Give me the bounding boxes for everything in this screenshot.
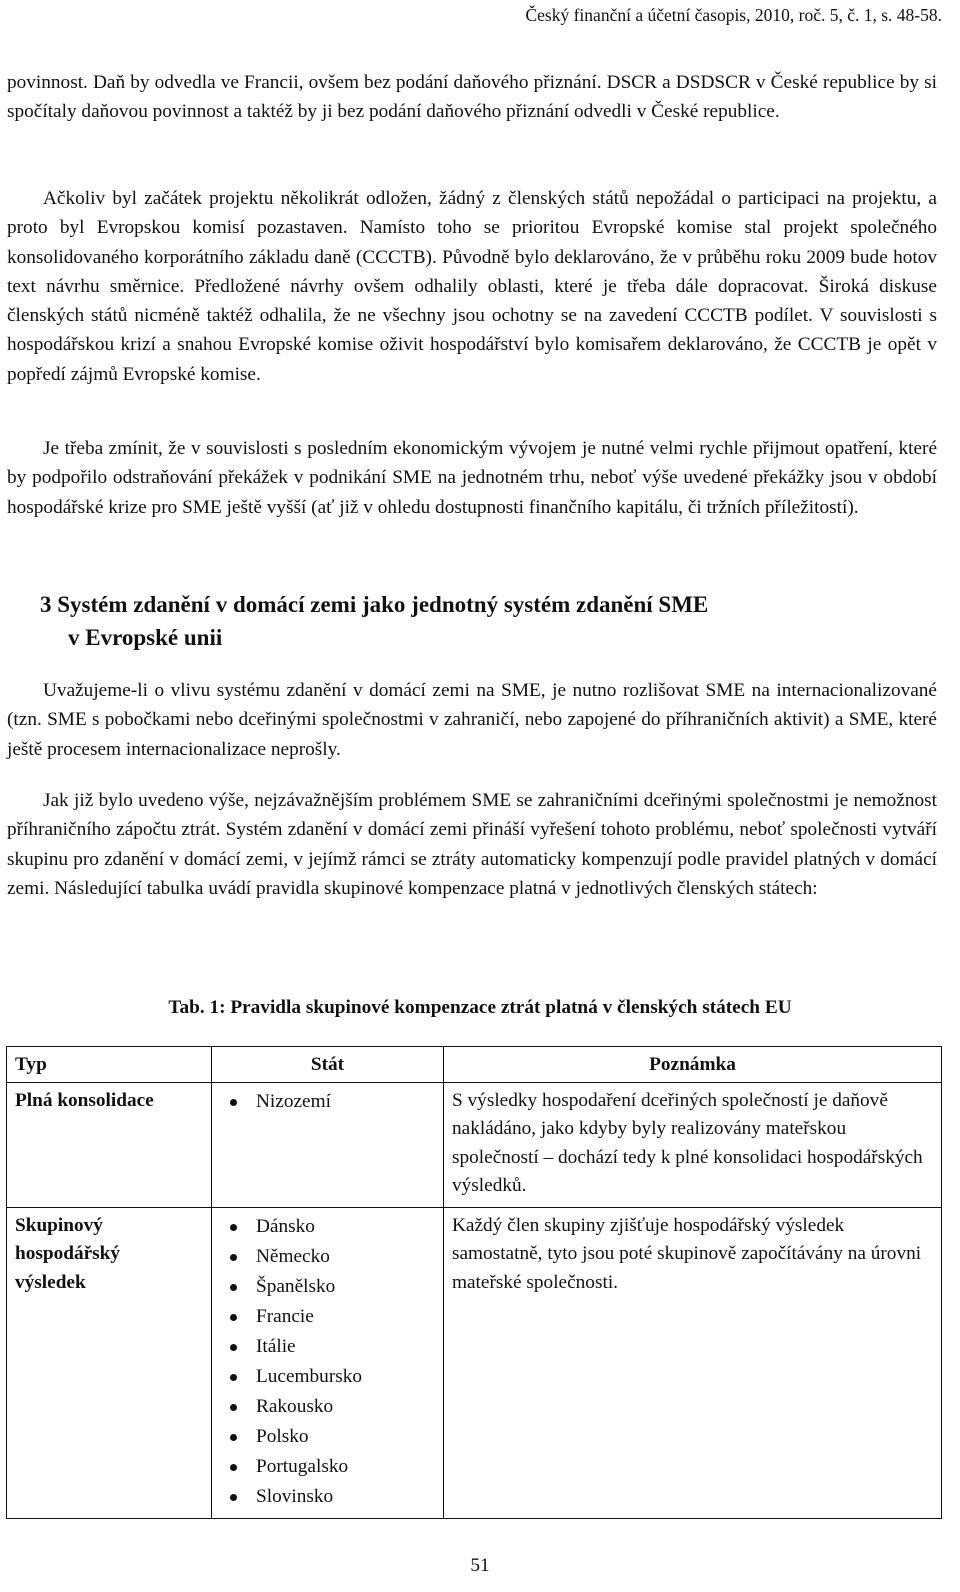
loss-compensation-table [6,1046,942,1519]
state-cell [212,1207,444,1518]
state-item: Polsko [220,1422,435,1452]
table-caption: Tab. 1: Pravidla skupinové kompenzace ztrát platná v členských státech EU [168,997,792,1018]
note-cell: S výsledky hospodaření dceřiných společností je daňově nakládáno, jako kdyby byly realizovány mateřskou společností – dochází tedy k plné konsolidaci hospodářských výsledků. [444,1082,942,1207]
state-item: Rakousko [220,1392,435,1422]
type-label: výsledek [15,1271,86,1293]
state-item: Lucembursko [220,1362,435,1392]
state-item: Itálie [220,1332,435,1362]
state-item: Nizozemí [220,1087,435,1117]
state-cell [212,1082,444,1207]
paragraph-continuation: povinnost. Daň by odvedla ve Francii, ovšem bez podání daňového přiznání. DSCR a DSDSCR v České republice by si spočítaly daňovou povinnost a taktéž by ji bez podání daňového přiznání odvedli v České republice. [7,72,937,123]
table-header-row [7,1047,942,1083]
header-note: Poznámka [444,1047,942,1083]
state-item: Portugalsko [220,1452,435,1482]
section-heading-line-1: 3 Systém zdanění v domácí zemi jako jednotný systém zdanění SME [40,592,709,617]
section-heading [40,588,920,654]
paragraph-economic-development: Je třeba zmínit, že v souvislosti s posledním ekonomickým vývojem je nutné velmi rychle přijmout opatření, které by podpořilo odstraňování překážek v podnikání SME na jednotném trhu, neboť výše uvedené překážky jsou v období hospodářské krize pro SME ještě vyšší (ať již v ohledu dostupnosti finančního kapitálu, či tržních příležitostí). [7,438,937,518]
page-number: 51 [470,1555,490,1576]
section-heading-line-2: v Evropské unii [68,625,223,650]
state-item: Španělsko [220,1272,435,1302]
header-type: Typ [7,1047,212,1083]
state-item: Francie [220,1302,435,1332]
type-label: Skupinový [15,1214,103,1236]
state-item: Slovinsko [220,1482,435,1512]
paragraph-ccctb: Ačkoliv byl začátek projektu několikrát odložen, žádný z členských států nepožádal o participaci na projektu, a proto byl Evropskou komisí pozastaven. Namísto toho se prioritou Evropské komise stal projekt společného konsolidovaného korporátního základu daně (CCCTB). Původně bylo deklarováno, že v průběhu roku 2009 bude hotov text návrhu směrnice. Předložené návrhy ovšem odhalily oblasti, které je třeba dále dopracovat. Široká diskuse členských států nicméně taktéž odhalila, že ne všechny jsou ochotny se na zavedení CCCTB podílet. V souvislosti s hospodářskou krizí a snahou Evropské komise oživit hospodářství bylo komisařem deklarováno, že CCCTB je opět v popředí zájmů Evropské komise. [7,188,937,385]
paragraph-internationalization: Uvažujeme-li o vlivu systému zdanění v domácí zemi na SME, je nutno rozlišovat SME na internacionalizované (tzn. SME s pobočkami nebo dceřinými společnostmi v zahraničí, nebo zapojené do příhraničních aktivit) a SME, které ještě procesem internacionalizace neprošly. [7,680,937,760]
running-header: Český finanční a účetní časopis, 2010, roč. 5, č. 1, s. 48-58. [525,5,942,25]
state-list [220,1087,435,1117]
state-item: Německo [220,1242,435,1272]
table-row [7,1207,942,1518]
note-cell: Každý člen skupiny zjišťuje hospodářský výsledek samostatně, tyto jsou poté skupinově započítávány na úrovni mateřské společnosti. [444,1207,942,1518]
state-item: Dánsko [220,1212,435,1242]
paragraph-group-compensation: Jak již bylo uvedeno výše, nejzávažnějším problémem SME se zahraničními dceřinými společnostmi je nemožnost příhraničního zápočtu ztrát. Systém zdanění v domácí zemi přináší vyřešení tohoto problému, neboť společnosti vytváří skupinu pro zdanění v domácí zemi, v jejímž rámci se ztráty automaticky kompenzují podle pravidel platných v domácí zemi. Následující tabulka uvádí pravidla skupinové kompenzace platná v jednotlivých členských státech: [7,790,937,899]
type-cell [7,1082,212,1207]
type-label: Plná konsolidace [15,1089,154,1111]
header-state: Stát [212,1047,444,1083]
state-list [220,1212,435,1512]
type-label: hospodářský [15,1243,121,1264]
type-cell [7,1207,212,1518]
table-row [7,1082,942,1207]
